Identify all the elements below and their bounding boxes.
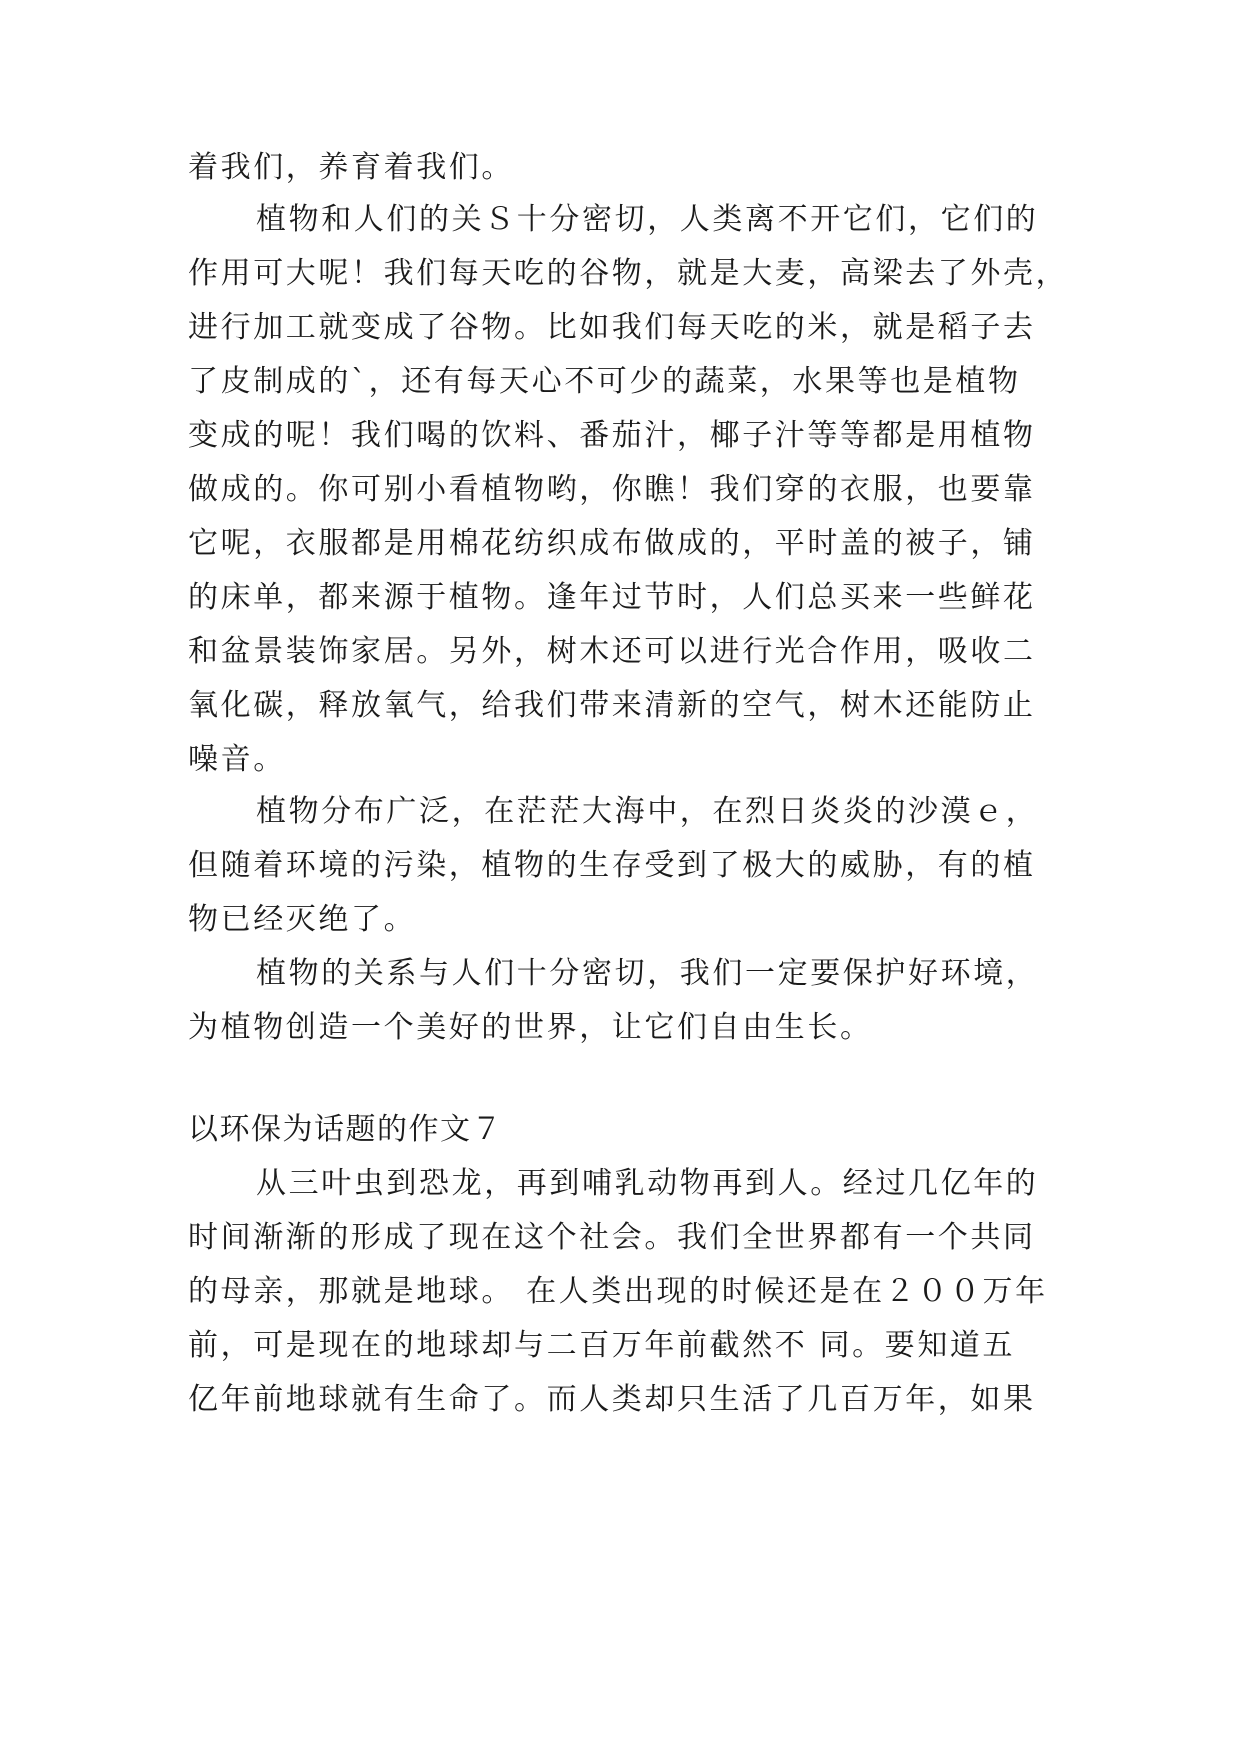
- paragraph-first-line: 植物的关系与人们十分密切，我们一定要保护好环境，: [256, 956, 1039, 991]
- text-line: 但随着环境的污染，植物的生存受到了极大的威胁，有的植: [188, 848, 1036, 883]
- text-line: 和盆景装饰家居。另外，树木还可以进行光合作用，吸收二: [188, 634, 1036, 669]
- paragraph-first-line: 从三叶虫到恐龙，再到哺乳动物再到人。经过几亿年的: [256, 1166, 1039, 1201]
- text-line: 的床单，都来源于植物。逢年过节时，人们总买来一些鲜花: [188, 580, 1036, 615]
- text-line: 亿年前地球就有生命了。而人类却只生活了几百万年，如果: [188, 1382, 1036, 1417]
- text-line: 氧化碳，释放氧气，给我们带来清新的空气，树木还能防止: [188, 688, 1036, 723]
- text-line: 了皮制成的`，还有每天心不可少的蔬菜，水果等也是植物: [188, 364, 1021, 399]
- text-line: 物已经灭绝了。: [188, 902, 417, 937]
- paragraph-first-line: 植物分布广泛，在茫茫大海中，在烈日炎炎的沙漠ｅ，: [256, 794, 1039, 829]
- section-heading: 以环保为话题的作文７: [188, 1112, 503, 1147]
- text-line: 噪音。: [188, 742, 286, 777]
- text-line: 着我们，养育着我们。: [188, 150, 514, 185]
- text-line: 时间渐渐的形成了现在这个社会。我们全世界都有一个共同: [188, 1220, 1036, 1255]
- text-line: 做成的。你可别小看植物哟，你瞧！我们穿的衣服，也要靠: [188, 472, 1036, 507]
- text-line: 它呢，衣服都是用棉花纺织成布做成的，平时盖的被子，铺: [188, 526, 1036, 561]
- text-line: 前，可是现在的地球却与二百万年前截然不 同。要知道五: [188, 1328, 1016, 1363]
- text-line: 变成的呢！我们喝的饮料、番茄汁，椰子汁等等都是用植物: [188, 418, 1036, 453]
- text-line: 为植物创造一个美好的世界，让它们自由生长。: [188, 1010, 873, 1045]
- text-line: 进行加工就变成了谷物。比如我们每天吃的米，就是稻子去: [188, 310, 1036, 345]
- paragraph-first-line: 植物和人们的关Ｓ十分密切，人类离不开它们，它们的: [256, 202, 1039, 237]
- text-line: 作用可大呢！我们每天吃的谷物，就是大麦，高梁去了外壳，: [188, 256, 1069, 291]
- text-line: 的母亲，那就是地球。 在人类出现的时候还是在２００万年: [188, 1274, 1048, 1309]
